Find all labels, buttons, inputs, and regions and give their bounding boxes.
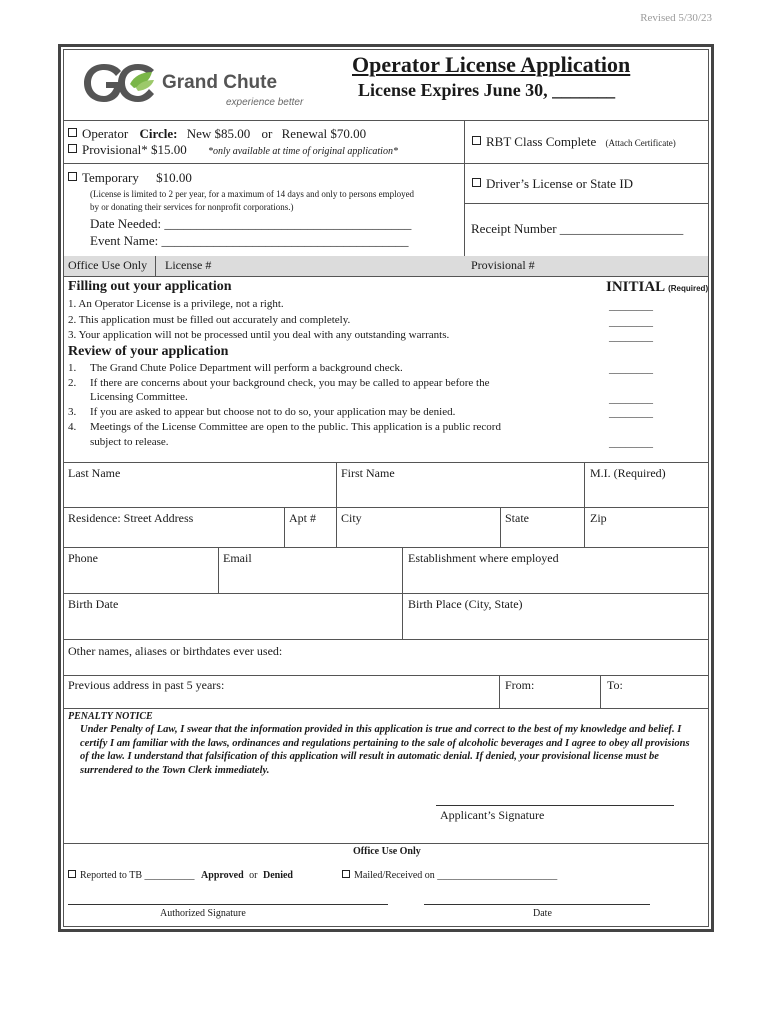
- mailed-checkbox[interactable]: [342, 870, 350, 878]
- filling-heading: Filling out your application: [68, 279, 232, 294]
- divider: [218, 547, 219, 593]
- applicant-signature-line[interactable]: [436, 805, 674, 806]
- review-heading: Review of your application: [68, 344, 229, 359]
- review-item-number: 4.: [68, 421, 77, 433]
- temporary-checkbox[interactable]: [68, 172, 77, 181]
- provisional-checkbox[interactable]: [68, 144, 77, 153]
- authorized-signature-label: Authorized Signature: [160, 908, 246, 919]
- divider: [64, 120, 708, 121]
- logo-wordmark: Grand Chute: [162, 72, 278, 93]
- phone-field[interactable]: Phone: [68, 551, 98, 565]
- office-footer-heading: Office Use Only: [353, 846, 421, 857]
- drivers-license-option[interactable]: Driver’s License or State ID: [472, 176, 633, 192]
- new-fee[interactable]: New $85.00: [186, 126, 251, 141]
- filling-item: 1. An Operator License is a privilege, not a right.: [68, 298, 284, 310]
- previous-address-field[interactable]: Previous address in past 5 years:: [68, 678, 225, 692]
- divider: [64, 547, 708, 548]
- date-label: Date: [533, 908, 552, 919]
- divider: [499, 675, 500, 708]
- street-address-field[interactable]: Residence: Street Address: [68, 511, 194, 525]
- logo-tagline: experience better: [226, 97, 304, 108]
- divider: [64, 675, 708, 676]
- office-use-label: Office Use Only: [68, 258, 148, 272]
- initial-blank[interactable]: ________: [609, 437, 653, 449]
- divider: [64, 639, 708, 640]
- divider: [64, 163, 708, 164]
- filling-item: 3. Your application will not be processed until you deal with any outstanding warrants.: [68, 329, 450, 341]
- divider: [64, 462, 708, 463]
- initial-heading: INITIAL (Required): [606, 279, 709, 295]
- divider: [402, 547, 403, 639]
- renewal-fee[interactable]: Renewal $70.00: [281, 126, 367, 141]
- initial-blank[interactable]: ________: [609, 331, 653, 343]
- divider: [584, 462, 585, 547]
- divider: [64, 843, 708, 844]
- date-needed-field[interactable]: Date Needed: ______________________________________: [90, 216, 412, 231]
- review-item-number: 2.: [68, 377, 77, 389]
- drivers-license-checkbox[interactable]: [472, 178, 481, 187]
- reported-to-tb[interactable]: Reported to TB __________ Approved or Denied: [68, 870, 293, 881]
- divider: [600, 675, 601, 708]
- review-item: subject to release.: [90, 436, 169, 448]
- apt-field[interactable]: Apt #: [289, 511, 316, 525]
- office-use-bar: [64, 256, 708, 276]
- last-name-field[interactable]: Last Name: [68, 466, 121, 480]
- grand-chute-logo: [80, 58, 320, 108]
- revised-date: Revised 5/30/23: [640, 12, 712, 24]
- initial-blank[interactable]: ________: [609, 393, 653, 405]
- email-field[interactable]: Email: [223, 551, 252, 565]
- provisional-number-field[interactable]: Provisional #: [471, 258, 535, 272]
- rbt-checkbox[interactable]: [472, 136, 481, 145]
- divider: [64, 708, 708, 709]
- initial-blank[interactable]: ________: [609, 316, 653, 328]
- operator-option[interactable]: Operator Circle: New $85.00 or Renewal $70.00: [68, 126, 366, 142]
- event-name-field[interactable]: Event Name: ______________________________________: [90, 233, 409, 248]
- divider: [464, 120, 465, 276]
- state-field[interactable]: State: [505, 511, 529, 525]
- divider: [336, 462, 337, 507]
- form-title: Operator License Application: [352, 52, 631, 77]
- review-item: If there are concerns about your background check, you may be called to appear before the: [90, 377, 490, 389]
- zip-field[interactable]: Zip: [590, 511, 607, 525]
- divider: [336, 507, 337, 547]
- operator-checkbox[interactable]: [68, 128, 77, 137]
- birth-date-field[interactable]: Birth Date: [68, 597, 119, 611]
- receipt-number-field[interactable]: Receipt Number ___________________: [471, 221, 684, 236]
- divider: [464, 203, 708, 204]
- temporary-option[interactable]: Temporary $10.00: [68, 170, 192, 186]
- divider: [500, 507, 501, 547]
- applicant-signature-label: Applicant’s Signature: [440, 808, 545, 822]
- temporary-note: by or donating their services for nonprofit corporations.): [90, 202, 294, 212]
- divider: [284, 507, 285, 547]
- other-names-field[interactable]: Other names, aliases or birthdates ever used:: [68, 644, 283, 658]
- divider: [64, 593, 708, 594]
- gc-logo-mark-icon: [80, 58, 160, 106]
- date-line[interactable]: [424, 904, 650, 905]
- review-item-number: 1.: [68, 362, 77, 374]
- review-item: If you are asked to appear but choose not to do so, your application may be denied.: [90, 406, 456, 418]
- penalty-heading: PENALTY NOTICE: [68, 711, 153, 722]
- temporary-note: (License is limited to 2 per year, for a maximum of 14 days and only to persons employed: [90, 189, 415, 199]
- initial-blank[interactable]: ________: [609, 300, 653, 312]
- review-item: Licensing Committee.: [90, 391, 188, 403]
- review-item: Meetings of the License Committee are open to the public. This application is a public record: [90, 421, 501, 433]
- divider: [64, 276, 708, 277]
- penalty-text: Under Penalty of Law, I swear that the information provided in this application is true and correct to the best of my knowledge and belief. I certify I am familiar with the laws, ordinances and regulations pertaining to the sale of alcoholic beverages and I agree to obey all provisions of the law. I understand that falsification of this application will result in automatic denial. If denied, your provisional license must be surrendered to the Town Clerk immediately.: [80, 724, 690, 776]
- from-field[interactable]: From:: [505, 678, 535, 692]
- mailed-received[interactable]: Mailed/Received on ________________________: [342, 870, 557, 881]
- provisional-option[interactable]: Provisional* $15.00 *only available at time of original application*: [68, 142, 398, 158]
- establishment-field[interactable]: Establishment where employed: [408, 551, 559, 565]
- license-number-field[interactable]: License #: [165, 258, 212, 272]
- divider: [64, 507, 708, 508]
- initial-blank[interactable]: ________: [609, 363, 653, 375]
- reported-checkbox[interactable]: [68, 870, 76, 878]
- to-field[interactable]: To:: [607, 678, 623, 692]
- city-field[interactable]: City: [341, 511, 362, 525]
- filling-item: 2. This application must be filled out accurately and completely.: [68, 314, 351, 326]
- middle-initial-field[interactable]: M.I. (Required): [590, 466, 666, 480]
- rbt-option[interactable]: RBT Class Complete (Attach Certificate): [472, 134, 676, 150]
- first-name-field[interactable]: First Name: [341, 466, 395, 480]
- form-subtitle: License Expires June 30, _______: [358, 80, 616, 100]
- review-item: The Grand Chute Police Department will perform a background check.: [90, 362, 403, 374]
- review-item-number: 3.: [68, 406, 77, 418]
- birth-place-field[interactable]: Birth Place (City, State): [408, 597, 523, 611]
- authorized-signature-line[interactable]: [68, 904, 388, 905]
- initial-blank[interactable]: ________: [609, 407, 653, 419]
